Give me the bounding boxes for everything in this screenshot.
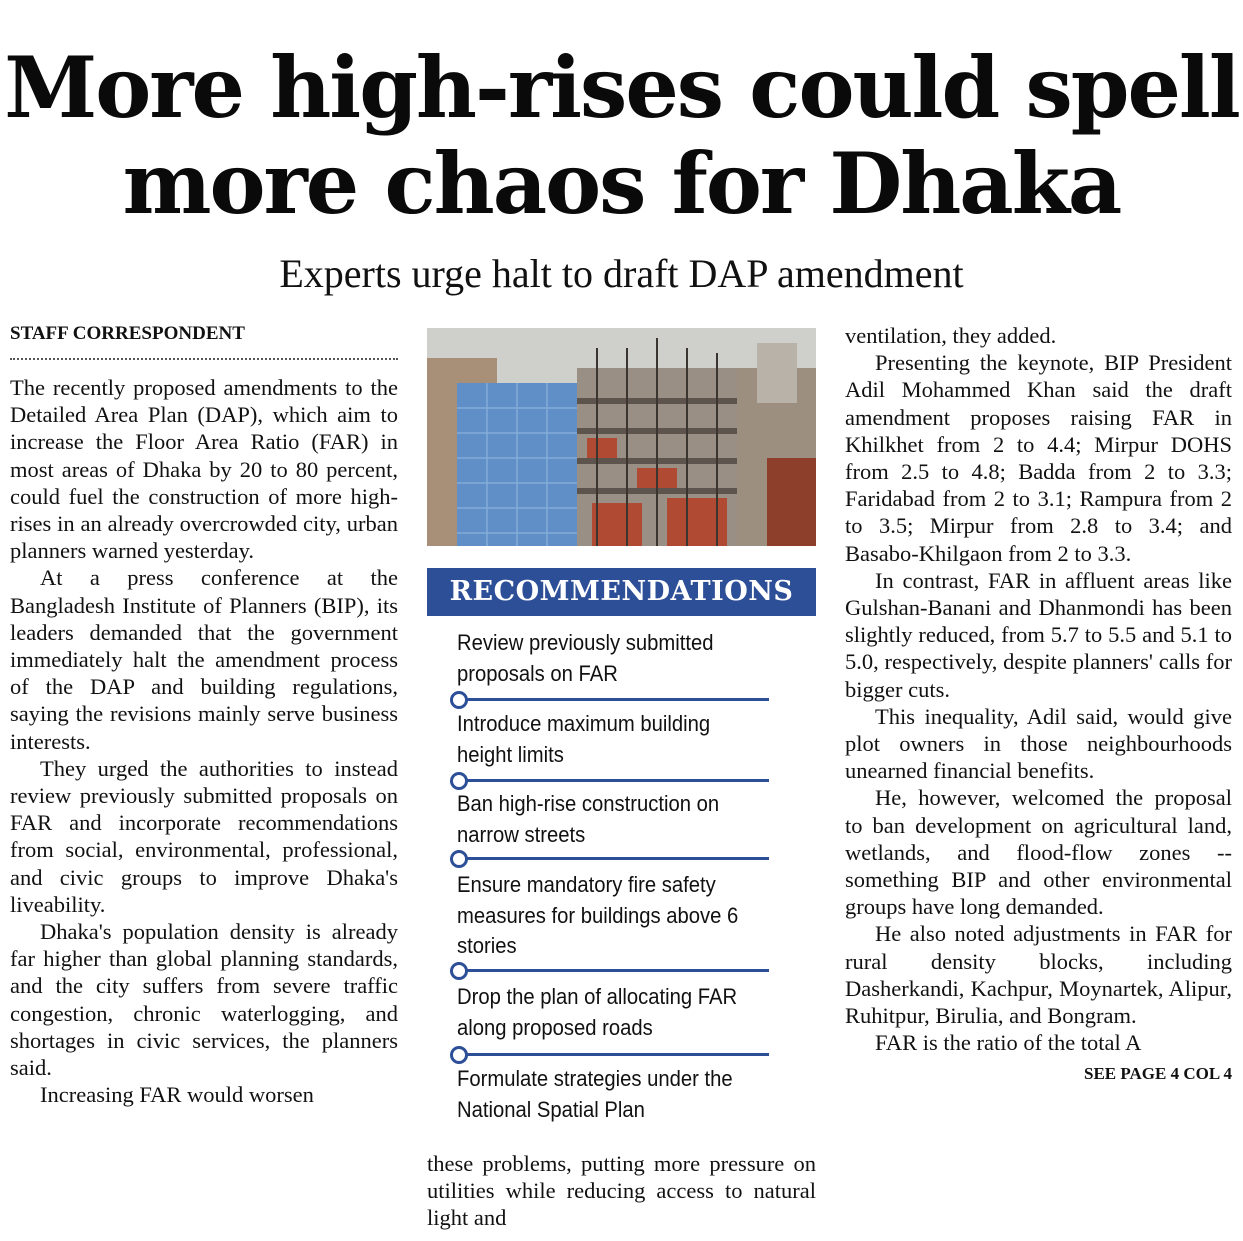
headline [0,40,1243,232]
byline: STAFF CORRESPONDENT [10,320,398,360]
article-column-2 [427,328,816,1232]
recommendation-item: Review previously submitted proposals on FAR [457,630,714,686]
paragraph: He also noted adjustments in FAR for rural density blocks, including Dasherkandi, Kachpur, Moynartek, Alipur, Ruhitpur, Birulia, and Bongram. [845,921,1232,1029]
article-column-3 [845,322,1232,1088]
paragraph: In contrast, FAR in affluent areas like Gulshan-Banani and Dhanmondi has been slightly reduced, from 5.7 to 5.5 and 5.1 to 5.0, respectively, despite planners' calls for bigger cuts. [845,567,1232,702]
article-column-2-text [427,1150,816,1232]
article-column-1 [10,320,398,1108]
paragraph: FAR is the ratio of the total A [875,1030,1142,1056]
paragraph: ventilation, they added. [845,323,1057,348]
recommendation-item: Ensure mandatory fire safety measures for buildings above 6 stories [457,872,739,958]
subheadline: Experts urge halt to draft DAP amendment [279,251,964,296]
recommendation-divider [459,779,769,782]
continuation-jump: SEE PAGE 4 COL 4 [1084,1064,1232,1084]
headline-line-2: more chaos for Dhaka [122,134,1121,233]
recommendation-divider [459,698,769,701]
bullet-dot-icon [450,850,468,868]
recommendation-divider [459,857,769,860]
recommendations-header: RECOMMENDATIONS [427,568,816,616]
bullet-dot-icon [450,1046,468,1064]
recommendation-divider [459,1053,769,1056]
paragraph: The recently proposed amendments to the Detailed Area Plan (DAP), which aim to increase the Floor Area Ratio (FAR) in most areas of Dhaka by 20 to 80 percent, could fuel the construction of more high-rises in an already overcrowded city, urban planners warned yesterday. [10,375,398,564]
recommendation-item: Introduce maximum building height limits [457,711,711,767]
construction-photo-illustration [427,328,816,546]
paragraph: Increasing FAR would worsen [40,1082,314,1108]
paragraph: They urged the authorities to instead review previously submitted proposals on FAR and incorporate recommendations from social, environmental, professional, and civic groups to improve Dhaka's liveability. [10,755,398,917]
paragraph: At a press conference at the Bangladesh Institute of Planners (BIP), its leaders demanded that the government immediately halt the amendment process of the DAP and building regulations, saying the revisions mainly serve business interests. [10,565,398,754]
recommendation-divider [459,969,769,972]
bullet-dot-icon [450,691,468,709]
paragraph: these problems, putting more pressure on utilities while reducing access to natural light and [427,1151,816,1231]
paragraph: This inequality, Adil said, would give plot owners in those neighbourhoods unearned financial benefits. [845,703,1232,784]
bullet-dot-icon [450,772,468,790]
recommendation-item: Drop the plan of allocating FAR along proposed roads [457,984,738,1040]
paragraph: He, however, welcomed the proposal to ban development on agricultural land, wetlands, and flood-flow zones -- something BIP and other environmental groups have long demanded. [845,785,1232,920]
paragraph: Dhaka's population density is already far higher than global planning standards, and the city suffers from severe traffic congestion, chronic waterlogging, and shortages in civic services, the planners said. [10,919,398,1081]
bullet-dot-icon [450,962,468,980]
recommendation-item: Ban high-rise construction on narrow streets [457,791,720,847]
headline-line-1: More high-rises could spell [4,38,1239,137]
paragraph: Presenting the keynote, BIP President Adil Mohammed Khan said the draft amendment proposes raising FAR in Khilkhet from 2 to 4.4; Mirpur DOHS from 2.5 to 4.8; Badda from 2 to 3.3; Faridabad from 2 to 3.1; Rampura from 2 to 3.5; Mirpur from 2.8 to 3.4; and Basabo-Khilgaon from 2 to 3.3. [845,350,1232,566]
recommendation-item: Formulate strategies under the National Spatial Plan [457,1066,733,1122]
recommendations-list [427,628,816,1122]
construction-photo [427,328,816,546]
